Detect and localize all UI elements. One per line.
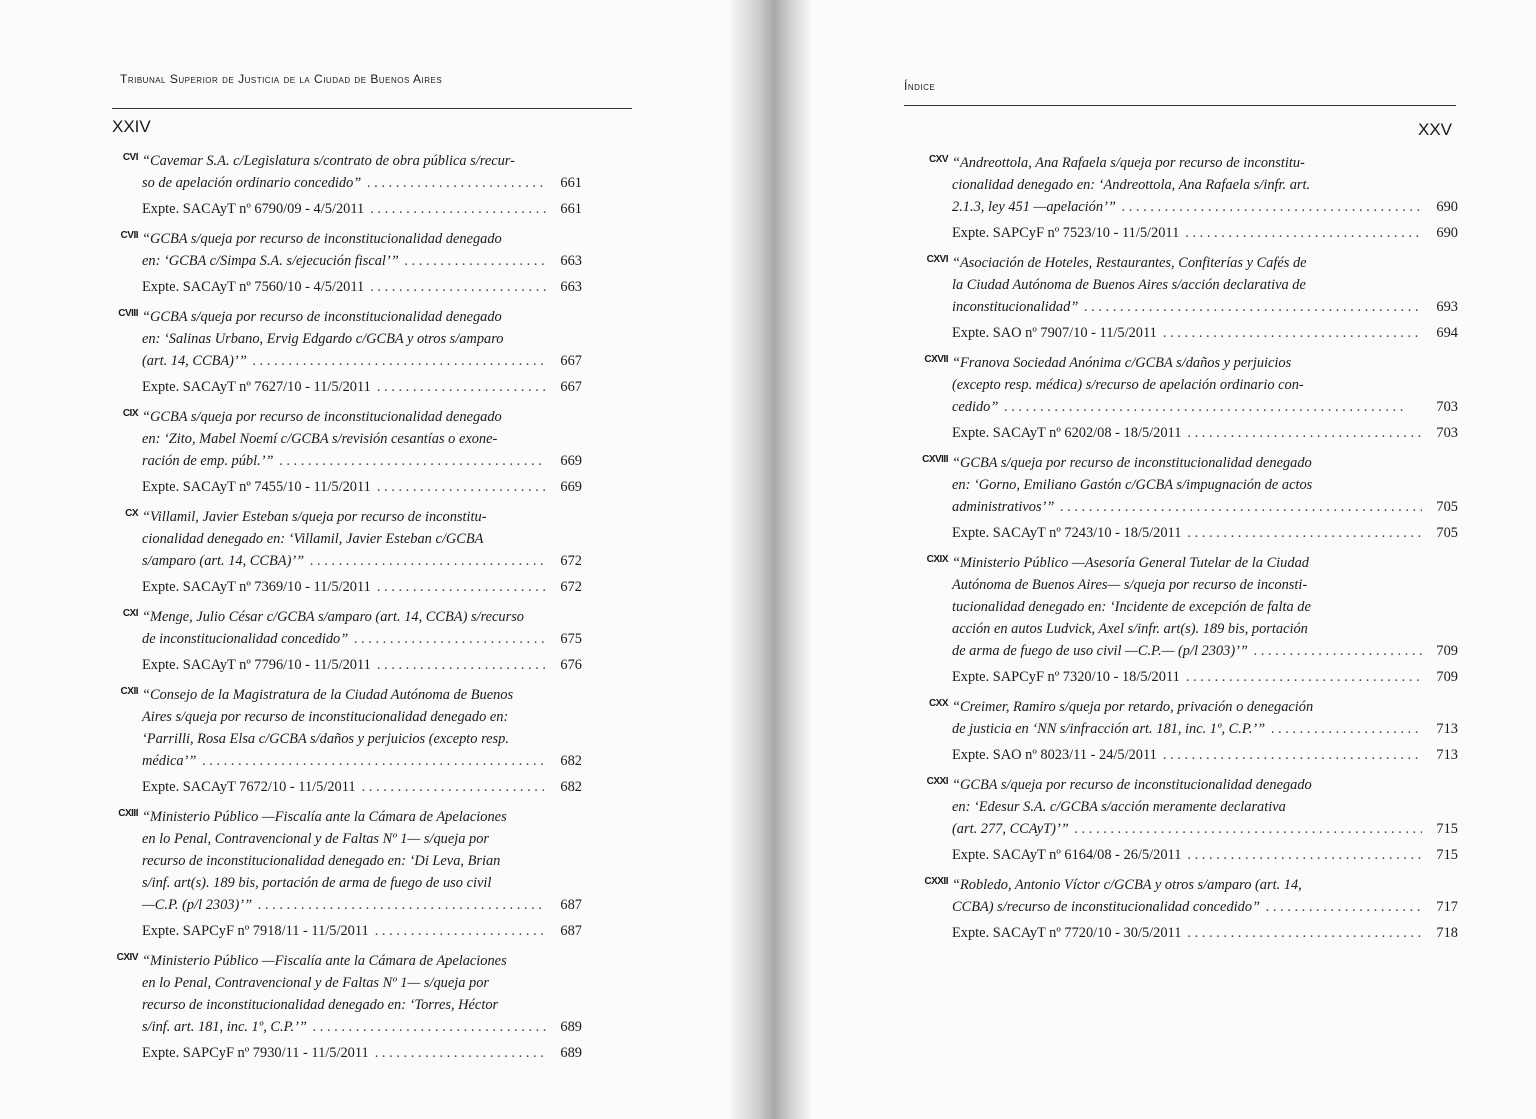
entry-title-line: en: ‘Salinas Urbano, Ervig Edgardo c/GCBA y otros s/amparo [142,331,504,347]
case-file-text: Expte. SACAyT nº 6164/08 - 26/5/2011 [952,847,1182,863]
case-file-text: Expte. SACAyT nº 7560/10 - 4/5/2011 [142,279,365,295]
header-rule [112,108,632,109]
case-file-page-number: 715 [1436,847,1458,863]
entry-title-last-line [952,718,1458,740]
page-number: XXIV [112,117,151,136]
entry-heading [112,306,582,372]
entry-heading [922,696,1458,740]
case-file-page-number: 718 [1436,925,1458,941]
dot-leader [1254,640,1422,662]
entry-numeral: CXV [928,154,948,165]
case-file-text: Expte. SACAyT nº 7720/10 - 30/5/2011 [952,925,1182,941]
entry-heading [922,552,1458,662]
entry-title-tail: administrativos’” [952,499,1055,515]
case-file-page-number: 705 [1436,525,1458,541]
entry-title-tail: inconstitucionalidad” [952,299,1079,315]
entry-title-line: “Ministerio Público —Fiscalía ante la Cámara de Apelaciones [142,953,507,969]
case-file-text: Expte. SAPCyF nº 7918/11 - 11/5/2011 [142,923,369,939]
entry-title-line: “Andreottola, Ana Rafaela s/queja por recurso de inconstitu- [952,155,1305,171]
case-file-reference [112,1042,582,1064]
dot-leader [377,576,546,598]
case-file-reference [112,576,582,598]
dot-leader [1271,718,1422,740]
case-file-text: Expte. SAPCyF nº 7930/11 - 11/5/2011 [142,1045,369,1061]
case-file-reference [922,844,1458,866]
entry-page-number: 682 [560,753,582,769]
entry-page-number: 713 [1436,721,1458,737]
header-rule [904,105,1456,106]
index-entry [112,684,582,798]
entry-title-line: recurso de inconstitucionalidad denegado en: ‘Torres, Héctor [142,997,499,1013]
entry-title-last-line [952,640,1458,662]
dot-leader [377,376,546,398]
case-file-page-number: 694 [1436,325,1458,341]
index-entry [112,228,582,298]
dot-leader [354,628,546,650]
dot-leader [1187,522,1422,544]
entry-title-last-line [952,196,1458,218]
dot-leader [313,1016,546,1038]
entry-title-line: “GCBA s/queja por recurso de inconstitucionalidad denegado [142,309,502,325]
dot-leader [362,776,546,798]
entry-heading [922,452,1458,518]
entry-title-line: en lo Penal, Contravencional y de Faltas Nº 1— s/queja por [142,975,489,991]
dot-leader [1163,744,1422,766]
entry-title-line: la Ciudad Autónoma de Buenos Aires s/acción declarativa de [952,277,1306,293]
entry-title-tail: de justicia en ‘NN s/infracción art. 181, inc. 1º, C.P.’” [952,721,1266,737]
entry-numeral: CXXII [924,876,948,887]
index-entry [112,606,582,676]
case-file-reference [112,776,582,798]
index-entry [922,874,1458,944]
entry-page-number: 667 [560,353,582,369]
entry-title-line: tucionalidad denegado en: ‘Incidente de excepción de falta de [952,599,1311,615]
entry-title-tail: CCBA) s/recurso de inconstitucionalidad concedido” [952,899,1261,915]
entry-title-last-line [142,350,582,372]
entry-heading [112,406,582,472]
entry-numeral: CXXI [926,776,948,787]
dot-leader [1185,222,1422,244]
entry-numeral: CXI [122,608,138,619]
entry-title-last-line [142,172,582,194]
dot-leader [375,1042,546,1064]
entry-title-last-line [952,818,1458,840]
entry-numeral: CVI [122,152,138,163]
entry-title-last-line [142,894,582,916]
entry-title-line: ‘Parrilli, Rosa Elsa c/GCBA s/daños y perjuicios (excepto resp. [142,731,509,747]
dot-leader [375,920,546,942]
index-entry [922,152,1458,244]
entry-title-last-line [142,628,582,650]
entry-numeral: CXVII [924,354,948,365]
entry-title-tail: médica’” [142,753,197,769]
dot-leader [258,894,546,916]
case-file-reference [112,198,582,220]
dot-leader [1266,896,1422,918]
entry-heading [922,874,1458,918]
case-file-text: Expte. SAPCyF nº 7320/10 - 18/5/2011 [952,669,1180,685]
case-file-text: Expte. SAPCyF nº 7523/10 - 11/5/2011 [952,225,1180,241]
case-file-page-number: 709 [1436,669,1458,685]
case-file-text: Expte. SACAyT nº 7369/10 - 11/5/2011 [142,579,371,595]
entry-title-tail: de arma de fuego de uso civil —C.P.— (p/l 2303)’” [952,643,1248,659]
entry-numeral: CXX [928,698,948,709]
case-file-reference [922,422,1458,444]
page-number: XXV [1418,120,1453,139]
entry-title-line: “GCBA s/queja por recurso de inconstitucionalidad denegado [952,455,1312,471]
entry-title-line: cionalidad denegado en: ‘Villamil, Javier Esteban c/GCBA [142,531,484,547]
entry-title-line: en: ‘Zito, Mabel Noemí c/GCBA s/revisión cesantías o exone- [142,431,498,447]
entry-page-number: 663 [560,253,582,269]
entry-title-last-line [142,550,582,572]
entry-page-number: 715 [1436,821,1458,837]
entry-title-line: en: ‘Gorno, Emiliano Gastón c/GCBA s/impugnación de actos [952,477,1313,493]
entry-title-tail: —C.P. (p/l 2303)’” [142,897,253,913]
case-file-page-number: 713 [1436,747,1458,763]
index-entry [922,552,1458,688]
entry-heading [922,352,1458,418]
entry-title-tail: en: ‘GCBA c/Simpa S.A. s/ejecución fiscal’” [142,253,399,269]
entry-numeral: CXIII [118,808,138,819]
case-file-page-number: 687 [560,923,582,939]
entry-title-line: (excepto resp. médica) s/recurso de apelación ordinario con- [952,377,1304,393]
entry-heading [922,774,1458,840]
entry-page-number: 693 [1436,299,1458,315]
case-file-page-number: 661 [560,201,582,217]
entry-numeral: CVII [120,230,138,241]
dot-leader [1187,922,1422,944]
entry-heading [112,806,582,916]
entry-heading [112,950,582,1038]
entry-title-line: “GCBA s/queja por recurso de inconstitucionalidad denegado [142,231,502,247]
entry-title-last-line [952,896,1458,918]
index-entry [922,696,1458,766]
book-gutter [730,0,810,1119]
entry-title-line: “Cavemar S.A. c/Legislatura s/contrato de obra pública s/recur- [142,153,515,169]
index-entry [922,352,1458,444]
entry-heading [922,252,1458,318]
case-file-reference [922,666,1458,688]
entry-title-tail: cedido” [952,399,999,415]
entry-title-line: acción en autos Ludvick, Axel s/infr. art(s). 189 bis, portación [952,621,1308,637]
entry-title-line: “GCBA s/queja por recurso de inconstitucionalidad denegado [952,777,1312,793]
case-file-page-number: 672 [560,579,582,595]
entry-title-line: “Ministerio Público —Asesoría General Tutelar de la Ciudad [952,555,1309,571]
entry-heading [112,150,582,194]
index-entry [112,406,582,498]
dot-leader [377,476,546,498]
entry-title-last-line [952,296,1458,318]
entry-heading [922,152,1458,218]
entry-page-number: 690 [1436,199,1458,215]
entry-page-number: 709 [1436,643,1458,659]
index-entry [112,150,582,220]
dot-leader [310,550,546,572]
entry-page-number: 703 [1436,399,1458,415]
index-entry [922,774,1458,866]
index-entries [922,152,1458,952]
entry-page-number: 717 [1436,899,1458,915]
case-file-reference [922,222,1458,244]
case-file-page-number: 689 [560,1045,582,1061]
entry-page-number: 675 [560,631,582,647]
case-file-reference [112,920,582,942]
case-file-page-number: 669 [560,479,582,495]
case-file-page-number: 663 [560,279,582,295]
entry-title-last-line [142,450,582,472]
dot-leader [1186,666,1422,688]
entry-numeral: CIX [122,408,138,419]
entry-title-line: “Creimer, Ramiro s/queja por retardo, privación o denegación [952,699,1314,715]
entry-heading [112,506,582,572]
case-file-text: Expte. SACAyT 7672/10 - 11/5/2011 [142,779,356,795]
entry-title-line: en lo Penal, Contravencional y de Faltas Nº 1— s/queja por [142,831,489,847]
dot-leader [405,250,546,272]
dot-leader [1004,396,1422,418]
entry-title-tail: 2.1.3, ley 451 —apelación’” [952,199,1116,215]
entry-page-number: 705 [1436,499,1458,515]
dot-leader [370,198,546,220]
entry-page-number: 661 [560,175,582,191]
entry-heading [112,684,582,772]
entry-title-tail: de inconstitucionalidad concedido” [142,631,349,647]
dot-leader [1122,196,1422,218]
entry-page-number: 687 [560,897,582,913]
dot-leader [370,276,546,298]
entry-title-line: en: ‘Edesur S.A. c/GCBA s/acción meramente declarativa [952,799,1286,815]
case-file-text: Expte. SACAyT nº 6202/08 - 18/5/2011 [952,425,1182,441]
entry-title-line: “Franova Sociedad Anónima c/GCBA s/daños y perjuicios [952,355,1292,371]
index-entry [112,950,582,1064]
entry-title-line: Autónoma de Buenos Aires— s/queja por recurso de inconsti- [952,577,1308,593]
entry-numeral: CXIX [926,554,948,565]
case-file-page-number: 690 [1436,225,1458,241]
entry-heading [112,606,582,650]
case-file-reference [112,476,582,498]
case-file-reference [112,654,582,676]
dot-leader [202,750,546,772]
case-file-reference [922,322,1458,344]
left-page [0,0,750,1119]
case-file-text: Expte. SACAyT nº 7796/10 - 11/5/2011 [142,657,371,673]
entry-title-line: cionalidad denegado en: ‘Andreottola, Ana Rafaela s/infr. art. [952,177,1311,193]
entry-title-line: “Consejo de la Magistratura de la Ciudad Autónoma de Buenos [142,687,514,703]
dot-leader [280,450,547,472]
entry-title-tail: s/amparo (art. 14, CCBA)’” [142,553,305,569]
case-file-page-number: 676 [560,657,582,673]
case-file-text: Expte. SAO nº 8023/11 - 24/5/2011 [952,747,1157,763]
index-entry [112,306,582,398]
case-file-reference [922,922,1458,944]
dot-leader [1075,818,1422,840]
entry-title-last-line [142,250,582,272]
entry-numeral: CXVIII [922,454,948,465]
dot-leader [1163,322,1422,344]
dot-leader [1084,296,1422,318]
index-entry [922,252,1458,344]
entry-title-line: “Robledo, Antonio Víctor c/GCBA y otros s/amparo (art. 14, [952,877,1302,893]
dot-leader [1187,422,1422,444]
case-file-reference [922,744,1458,766]
dot-leader [377,654,546,676]
entry-title-tail: ración de emp. públ.’” [142,453,274,469]
entry-title-line: recurso de inconstitucionalidad denegado en: ‘Di Leva, Brian [142,853,501,869]
entry-title-line: “Asociación de Hoteles, Restaurantes, Confiterías y Cafés de [952,255,1307,271]
dot-leader [1060,496,1422,518]
index-entries [112,150,582,1072]
dot-leader [367,172,546,194]
case-file-page-number: 703 [1436,425,1458,441]
dot-leader [1187,844,1422,866]
entry-title-tail: s/inf. art. 181, inc. 1º, C.P.’” [142,1019,307,1035]
case-file-text: Expte. SAO nº 7907/10 - 11/5/2011 [952,325,1157,341]
running-head: Índice [904,79,936,93]
index-entry [112,806,582,942]
entry-title-line: “GCBA s/queja por recurso de inconstitucionalidad denegado [142,409,502,425]
entry-numeral: CXVI [926,254,948,265]
entry-title-line: “Menge, Julio César c/GCBA s/amparo (art. 14, CCBA) s/recurso [142,609,524,625]
entry-title-last-line [142,750,582,772]
case-file-page-number: 667 [560,379,582,395]
dot-leader [253,350,546,372]
entry-page-number: 689 [560,1019,582,1035]
entry-page-number: 669 [560,453,582,469]
entry-numeral: CX [125,508,138,519]
running-head: Tribunal Superior de Justicia de la Ciudad de Buenos Aires [120,72,443,86]
entry-title-tail: so de apelación ordinario concedido” [142,175,362,191]
entry-title-line: s/inf. art(s). 189 bis, portación de arma de fuego de uso civil [142,875,492,891]
entry-title-tail: (art. 277, CCAyT)’” [952,821,1069,837]
entry-numeral: CXII [120,686,138,697]
index-entry [922,452,1458,544]
case-file-page-number: 682 [560,779,582,795]
case-file-reference [112,376,582,398]
entry-title-line: “Villamil, Javier Esteban s/queja por recurso de inconstitu- [142,509,487,525]
entry-title-tail: (art. 14, CCBA)’” [142,353,247,369]
case-file-text: Expte. SACAyT nº 6790/09 - 4/5/2011 [142,201,365,217]
entry-title-last-line [142,1016,582,1038]
entry-heading [112,228,582,272]
case-file-reference [922,522,1458,544]
entry-title-last-line [952,396,1458,418]
entry-title-line: “Ministerio Público —Fiscalía ante la Cámara de Apelaciones [142,809,507,825]
index-entry [112,506,582,598]
case-file-text: Expte. SACAyT nº 7455/10 - 11/5/2011 [142,479,371,495]
case-file-text: Expte. SACAyT nº 7627/10 - 11/5/2011 [142,379,371,395]
entry-numeral: CVIII [118,308,138,319]
entry-title-last-line [952,496,1458,518]
case-file-text: Expte. SACAyT nº 7243/10 - 18/5/2011 [952,525,1182,541]
entry-numeral: CXIV [116,952,138,963]
case-file-reference [112,276,582,298]
entry-page-number: 672 [560,553,582,569]
entry-title-line: Aires s/queja por recurso de inconstitucionalidad denegado en: [142,709,509,725]
